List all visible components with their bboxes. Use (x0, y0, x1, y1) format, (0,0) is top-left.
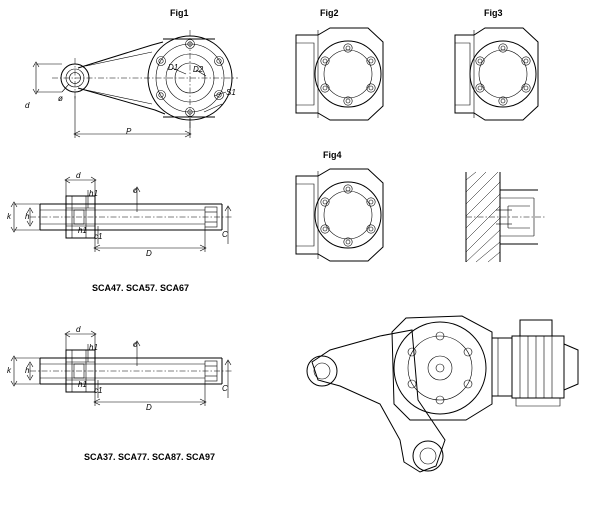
dim-lower-C: C (222, 384, 228, 393)
dim-fig1-D2: D2 (193, 65, 204, 74)
dim-lower-o: o (133, 340, 138, 349)
dim-upper-h1-top: h1 (89, 189, 98, 198)
fig3-geometry (455, 28, 538, 120)
dim-lower-h: h (25, 366, 30, 375)
dim-lower-k: k (7, 366, 11, 375)
fig1-label: Fig1 (170, 8, 189, 18)
dim-upper-h: h (25, 212, 30, 221)
fig3-label: Fig3 (484, 8, 503, 18)
dim-lower-c1: c1 (94, 386, 103, 395)
dim-lower-d: d (76, 325, 81, 334)
dim-upper-c1: c1 (94, 232, 103, 241)
upper-section-geometry (11, 177, 232, 252)
wall-mount-detail (466, 172, 546, 262)
fig2-label: Fig2 (320, 8, 339, 18)
fig2-geometry (296, 28, 383, 120)
dim-upper-D: D (146, 249, 152, 258)
lower-section-geometry (11, 331, 232, 406)
fig1-geometry (33, 30, 238, 138)
dim-upper-o: o (133, 186, 138, 195)
dim-fig1-D1: D1 (168, 63, 179, 72)
dim-fig1-d: d (25, 101, 30, 110)
dim-fig1-S1: S1 (226, 88, 236, 97)
caption-lower: SCA37. SCA77. SCA87. SCA97 (84, 452, 216, 462)
fig4-label: Fig4 (323, 150, 342, 160)
dim-lower-h1-top: h1 (89, 343, 98, 352)
dim-upper-C: C (222, 230, 228, 239)
assembly-pictorial (307, 316, 578, 472)
fig4-geometry (296, 169, 383, 261)
caption-upper: SCA47. SCA57. SCA67 (92, 283, 190, 293)
dim-lower-h1-bottom: h1 (78, 380, 87, 389)
dim-fig1-P: P (126, 127, 132, 136)
dim-upper-d: d (76, 171, 81, 180)
dim-upper-k: k (7, 212, 11, 221)
dim-upper-h1-bottom: h1 (78, 226, 87, 235)
dim-fig1-phi: ø (58, 94, 63, 103)
dim-lower-D: D (146, 403, 152, 412)
